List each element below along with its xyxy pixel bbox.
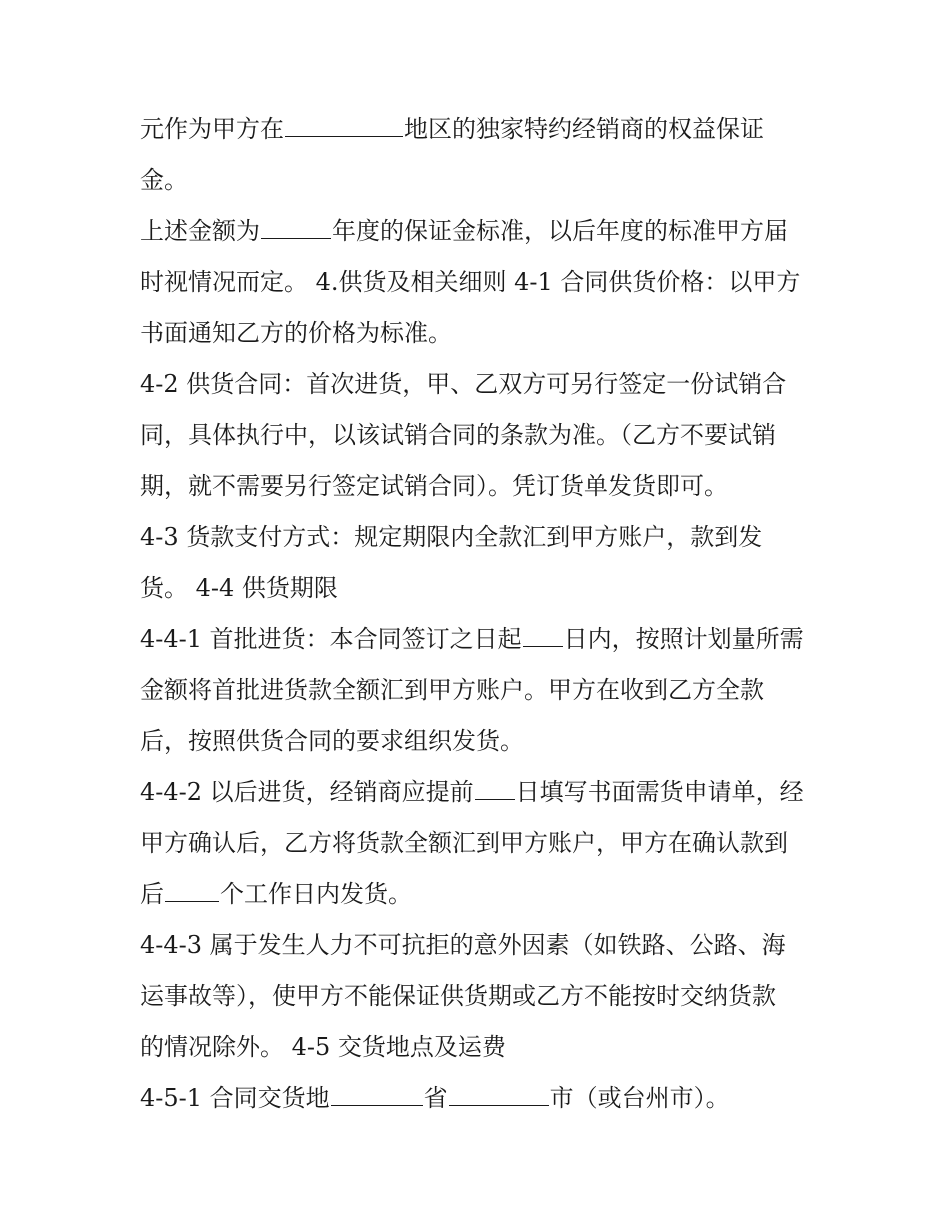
text-run: 4-4-1 首批进货：本合同签订之日起 — [140, 625, 522, 653]
text-line — [140, 206, 820, 257]
text-run: 4-3 货款支付方式：规定期限内全款汇到甲方账户，款到发 — [140, 523, 763, 551]
text-line — [140, 716, 820, 767]
fill-in-blank[interactable] — [475, 767, 515, 800]
fill-in-blank[interactable] — [523, 614, 563, 647]
text-line — [140, 1073, 820, 1124]
text-run: 运事故等），使甲方不能保证供货期或乙方不能按时交纳货款 — [140, 982, 776, 1010]
fill-in-blank[interactable] — [331, 1073, 423, 1106]
text-line — [140, 818, 820, 869]
text-run: 期，就不需要另行签定试销合同）。凭订货单发货即可。 — [140, 472, 728, 500]
text-line — [140, 512, 820, 563]
fill-in-blank[interactable] — [449, 1073, 549, 1106]
text-run: 书面通知乙方的价格为标准。 — [140, 319, 452, 347]
text-run: 年度的保证金标准，以后年度的标准甲方届 — [332, 217, 788, 245]
text-line — [140, 614, 820, 665]
text-line — [140, 155, 820, 206]
text-run: 个工作日内发货。 — [220, 880, 412, 908]
text-run: 时视情况而定。 4.供货及相关细则 4-1 合同供货价格：以甲方 — [140, 268, 801, 296]
text-line — [140, 410, 820, 461]
text-run: 市（或台州市）。 — [549, 1084, 730, 1112]
text-run: 金。 — [140, 166, 188, 194]
text-line — [140, 308, 820, 359]
text-run: 的情况除外。 4-5 交货地点及运费 — [140, 1033, 506, 1061]
text-line — [140, 767, 820, 818]
text-line — [140, 104, 820, 155]
text-run: 元作为甲方在 — [140, 115, 284, 143]
text-run: 金额将首批进货款全额汇到甲方账户。甲方在收到乙方全款 — [140, 676, 764, 704]
text-run: 日填写书面需货申请单，经 — [515, 778, 804, 806]
text-line — [140, 563, 820, 614]
text-run: 后，按照供货合同的要求组织发货。 — [140, 727, 524, 755]
document-body — [140, 104, 820, 1124]
fill-in-blank[interactable] — [165, 869, 219, 902]
text-line — [140, 359, 820, 410]
fill-in-blank[interactable] — [285, 104, 403, 137]
text-line — [140, 1022, 820, 1073]
text-line — [140, 869, 820, 920]
text-run: 上述金额为 — [140, 217, 260, 245]
fill-in-blank[interactable] — [261, 206, 331, 239]
text-run: 地区的独家特约经销商的权益保证 — [404, 115, 764, 143]
text-run: 货。 4-4 供货期限 — [140, 574, 338, 602]
text-line — [140, 461, 820, 512]
text-line — [140, 665, 820, 716]
text-run: 后 — [140, 880, 164, 908]
text-line — [140, 920, 820, 971]
text-run: 甲方确认后，乙方将货款全额汇到甲方账户，甲方在确认款到 — [140, 829, 788, 857]
text-run: 4-4-3 属于发生人力不可抗拒的意外因素（如铁路、公路、海 — [140, 931, 786, 959]
text-run: 同，具体执行中，以该试销合同的条款为准。（乙方不要试销 — [140, 421, 776, 449]
text-run: 4-5-1 合同交货地 — [140, 1084, 330, 1112]
text-line — [140, 257, 820, 308]
text-line — [140, 971, 820, 1022]
text-run: 日内，按照计划量所需 — [563, 625, 804, 653]
text-run: 4-2 供货合同：首次进货，甲、乙双方可另行签定一份试销合 — [140, 370, 787, 398]
text-run: 省 — [423, 1084, 448, 1112]
text-run: 4-4-2 以后进货，经销商应提前 — [140, 778, 474, 806]
